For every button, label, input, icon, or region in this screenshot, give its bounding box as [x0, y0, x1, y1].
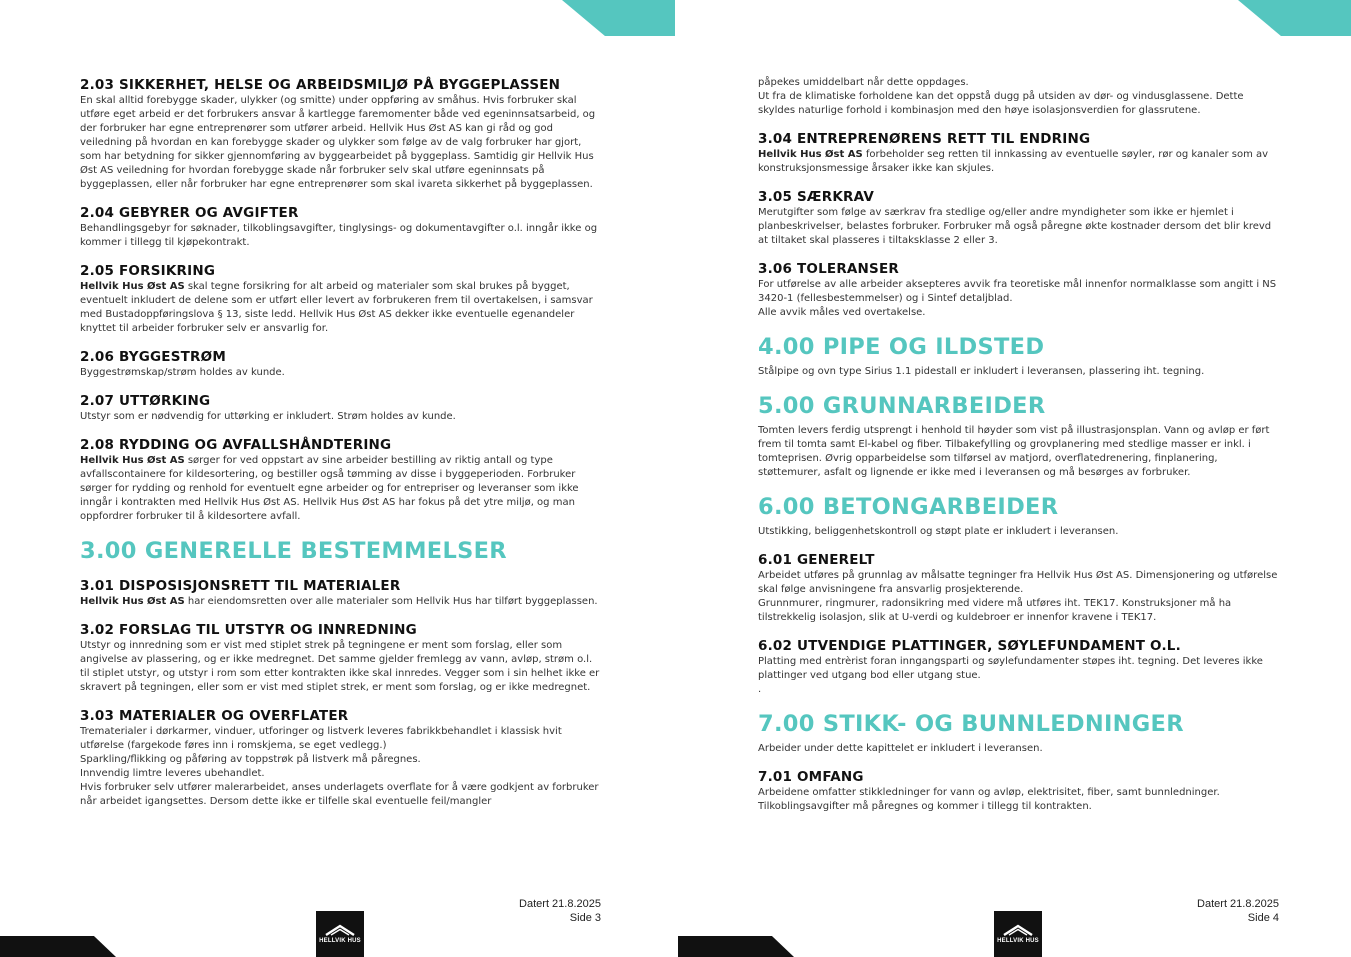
section-2-07-uttørking: [80, 393, 600, 424]
page-content: [758, 76, 1278, 827]
section-3-04-entreprenørens-rett-til-endring: [758, 131, 1278, 176]
body-paragraph: Utstyr som er nødvendig for uttørking er inkludert. Strøm holdes av kunde.: [80, 411, 456, 422]
body-paragraph: Ut fra de klimatiske forholdene kan det oppstå dugg på utsiden av dør- og vindusglassene. Dette skyldes naturlige forhold i kombinasjon med den høye isolasjonsverdien for glassrutene.: [758, 91, 1244, 116]
bottom-bar: [678, 936, 794, 957]
section-heading: 3.06 TOLERANSER: [758, 261, 899, 277]
section-3-05-særkrav: [758, 189, 1278, 248]
section-6-00-betongarbeider: [758, 493, 1278, 539]
body-paragraph: Arbeidet utføres på grunnlag av målsatte tegninger fra Hellvik Hus Øst AS. Dimensjonering og utførelse skal følge anvisningene fra ansvarlig prosjekterende.: [758, 570, 1278, 595]
section-7-00-stikk-og-bunnledninger: [758, 710, 1278, 756]
body-paragraph: Innvendig limtre leveres ubehandlet.: [80, 768, 265, 779]
section-3-03-materialer-og-overflater: [80, 708, 600, 809]
section-2-03-sikkerhet-helse-og-arbeidsmiljø-på-: [80, 77, 600, 192]
body-paragraph: Tilkoblingsavgifter må påregnes og kommer i tillegg til kontrakten.: [758, 801, 1092, 812]
logo-text: HELLVIK HUS: [997, 938, 1039, 944]
footer-date: Datert 21.8.2025: [1197, 898, 1279, 910]
section-heading: 3.01 DISPOSISJONSRETT TIL MATERIALER: [80, 578, 401, 594]
bottom-bar: [0, 936, 116, 957]
body-paragraph: Byggestrømskap/strøm holdes av kunde.: [80, 367, 285, 378]
paragraph-text: skal tegne forsikring for alt arbeid og materialer som skal brukes på bygget, eventuelt inkludert de delene som er utført eller levert av forbrukeren frem til overtakelsen, i samsvar med Bustadoppføringslova § 13, siste ledd. Hellvik Hus Øst AS dekker ikke eventuelle egenandeler knyttet til arbeider forbruker selv er ansvarlig for.: [80, 281, 593, 334]
body-paragraph: For utførelse av alle arbeider aksepteres avvik fra teoretiske mål innenfor normalklasse som angitt i NS 3420-1 (fellesbestemmelser) og i Sintef detaljblad.: [758, 279, 1277, 304]
company-name: Hellvik Hus Øst AS: [80, 281, 185, 292]
footer-page-number: Side 4: [1247, 912, 1279, 924]
section-heading: 2.03 SIKKERHET, HELSE OG ARBEIDSMILJØ PÅ BYGGEPLASSEN: [80, 77, 561, 93]
section-3-06-toleranser: [758, 261, 1278, 320]
paragraph-text: sørger for ved oppstart av sine arbeider bestilling av riktig antall og type avfallscontainere for kildesortering, og bestiller også tømming av disse i byggeperioden. Forbruker sørger for rydding og renhold for eventuelt egne arbeider og for entrepriser og leveranser som ikke inngår i kontrakten med Hellvik Hus Øst AS. Hellvik Hus Øst AS har fokus på det ytre miljø, og man oppfordrer forbruker til å kildesortere avfall.: [80, 455, 579, 522]
section-heading: 3.04 ENTREPRENØRENS RETT TIL ENDRING: [758, 131, 1091, 147]
footer-page-number: Side 3: [569, 912, 601, 924]
hellvik-hus-logo: [994, 911, 1042, 957]
body-paragraph: Merutgifter som følge av særkrav fra stedlige og/eller andre myndigheter som ikke er hjemlet i planbeskrivelser, belastes forbruker. Forbruker må også påregne økte kostnader dersom det blir krevd at tiltaket skal plasseres i tiltaksklasse 2 eller 3.: [758, 207, 1272, 246]
section-2-08-rydding-og-avfallshåndtering: [80, 437, 600, 524]
section-heading: 2.04 GEBYRER OG AVGIFTER: [80, 205, 299, 221]
chapter-heading: 5.00 GRUNNARBEIDER: [758, 393, 1046, 419]
section-heading: 2.05 FORSIKRING: [80, 263, 216, 279]
body-paragraph: Arbeider under dette kapittelet er inkludert i leveransen.: [758, 743, 1043, 754]
section-heading: 3.02 FORSLAG TIL UTSTYR OG INNREDNING: [80, 622, 417, 638]
company-name: Hellvik Hus Øst AS: [80, 596, 185, 607]
body-paragraph: Behandlingsgebyr for søknader, tilkoblingsavgifter, tinglysings- og dokumentavgifter o.l. inngår ikke og kommer i tillegg til kjøpekontrakt.: [80, 223, 598, 248]
body-paragraph: Alle avvik måles ved overtakelse.: [758, 307, 926, 318]
section-4-00-pipe-og-ildsted: [758, 333, 1278, 379]
body-paragraph: .: [758, 684, 762, 695]
corner-accent: [562, 0, 675, 36]
section-5-00-grunnarbeider: [758, 392, 1278, 480]
section-continued-text: [758, 76, 1278, 118]
body-paragraph: [758, 148, 1278, 176]
paragraph-text: forbeholder seg retten til innkassing av eventuelle søyler, rør og kanaler som av konstruksjonsmessige årsaker ikke kan skjules.: [758, 149, 1269, 174]
section-3-02-forslag-til-utstyr-og-innredning: [80, 622, 600, 695]
body-paragraph: Sparkling/flikking og påføring av toppstrøk på listverk må påregnes.: [80, 754, 421, 765]
corner-accent: [1238, 0, 1351, 36]
page-footer: [519, 897, 601, 925]
body-paragraph: Tomten levers ferdig utsprengt i henhold til høyder som vist på illustrasjonsplan. Vann og avløp er ført frem til tomta samt El-kabel og fiber. Tilbakefylling og grovplanering med stedlige masser er inkl. i tomteprisen. Øvrig opparbeidelse som tilførsel av matjord, overflatedrenering, finplanering, støttemurer, asfalt og lignende er ikke med i leveransen og må besørges av forbruker.: [758, 425, 1270, 478]
chapter-heading: 4.00 PIPE OG ILDSTED: [758, 334, 1045, 360]
body-paragraph: Arbeidene omfatter stikkledninger for vann og avløp, elektrisitet, fiber, samt bunnledninger.: [758, 787, 1220, 798]
section-heading: 2.07 UTTØRKING: [80, 393, 211, 409]
company-name: Hellvik Hus Øst AS: [758, 149, 863, 160]
house-roof-icon: [325, 924, 355, 936]
body-paragraph: Hvis forbruker selv utfører malerarbeidet, anses underlagets overflate for å være godkjent av forbruker når arbeidet igangsettes. Dersom dette ikke er tilfelle skal eventuelle feil/mangler: [80, 782, 599, 807]
house-roof-icon: [1003, 924, 1033, 936]
chapter-heading: 7.00 STIKK- OG BUNNLEDNINGER: [758, 711, 1184, 737]
footer-date: Datert 21.8.2025: [519, 898, 601, 910]
page-footer: [1197, 897, 1279, 925]
section-heading: 3.05 SÆRKRAV: [758, 189, 875, 205]
section-3-01-disposisjonsrett-til-materialer: [80, 578, 600, 609]
section-2-04-gebyrer-og-avgifter: [80, 205, 600, 250]
body-paragraph: Utstyr og innredning som er vist med stiplet strek på tegningene er ment som forslag, eller som angivelse av plassering, og er ikke medregnet. Det samme gjelder fremlegg av vann, avløp, strøm o.l. til stiplet utstyr, og utstyr i rom som etter kontrakten ikke skal innredes. Vegger som i sin helhet ikke er skravert på tegningen, eller som er vist med stiplet strek, er ment som forslag, og er ikke medregnet.: [80, 640, 600, 693]
body-paragraph: Trematerialer i dørkarmer, vinduer, utforinger og listverk leveres fabrikkbehandlet i klassisk hvit utførelse (fargekode føres inn i romskjema, se eget vedlegg.): [80, 726, 562, 751]
chapter-heading: 3.00 GENERELLE BESTEMMELSER: [80, 538, 507, 564]
body-paragraph: [80, 280, 600, 336]
section-3-00-generelle-bestemmelser: [80, 537, 600, 565]
body-paragraph: [80, 454, 600, 524]
section-heading: 2.06 BYGGESTRØM: [80, 349, 226, 365]
section-heading: 3.03 MATERIALER OG OVERFLATER: [80, 708, 349, 724]
section-heading: 7.01 OMFANG: [758, 769, 864, 785]
body-paragraph: Stålpipe og ovn type Sirius 1.1 pidestall er inkludert i leveransen, plassering iht. tegning.: [758, 366, 1205, 377]
chapter-heading: 6.00 BETONGARBEIDER: [758, 494, 1059, 520]
section-6-01-generelt: [758, 552, 1278, 625]
paragraph-text: har eiendomsretten over alle materialer som Hellvik Hus har tilført byggeplassen.: [184, 596, 598, 607]
section-2-05-forsikring: [80, 263, 600, 336]
section-6-02-utvendige-plattinger-søylefundament: [758, 638, 1278, 697]
body-paragraph: [80, 595, 600, 609]
page-4: [678, 0, 1351, 957]
hellvik-hus-logo: [316, 911, 364, 957]
body-paragraph: Grunnmurer, ringmurer, radonsikring med videre må utføres iht. TEK17. Konstruksjoner må ha tilstrekkelig isolasjon, slik at U-verdi og kuldebroer er innenfor kravene i TEK17.: [758, 598, 1232, 623]
body-paragraph: En skal alltid forebygge skader, ulykker (og smitte) under oppføring av småhus. Hvis forbruker skal utføre eget arbeid er det forbrukers ansvar å kartlegge faremomenter både ved egeninnsatsarbeid, og der forbruker har egne entreprenører som utfører arbeid. Hellvik Hus Øst AS kan gi råd og god veiledning på hvordan en kan forebygge skader og ulykker som følge av de valg forbruker har gjort, som har betydning for sikker gjennomføring av byggearbeidet på byggeplass. Samtidig gir Hellvik Hus Øst AS veiledning for hvordan forebygge skade når forbruker selv skal utføre egeninnsats på byggeplassen, eller når forbruker har egne entreprenører som skal ivareta sikkerhet på byggeplassen.: [80, 95, 596, 190]
section-heading: 2.08 RYDDING OG AVFALLSHÅNDTERING: [80, 437, 392, 453]
body-paragraph: Utstikking, beliggenhetskontroll og støpt plate er inkludert i leveransen.: [758, 526, 1119, 537]
section-2-06-byggestrøm: [80, 349, 600, 380]
body-paragraph: Platting med entrèrist foran inngangsparti og søylefundamenter støpes iht. tegning. Det leveres ikke plattinger ved utgang bod eller utgang stue.: [758, 656, 1263, 681]
section-heading: 6.02 UTVENDIGE PLATTINGER, SØYLEFUNDAMENT O.L.: [758, 638, 1181, 654]
page-content: [80, 77, 600, 822]
company-name: Hellvik Hus Øst AS: [80, 455, 185, 466]
logo-text: HELLVIK HUS: [319, 938, 361, 944]
page-3: [0, 0, 675, 957]
section-heading: 6.01 GENERELT: [758, 552, 875, 568]
section-7-01-omfang: [758, 769, 1278, 814]
body-paragraph: påpekes umiddelbart når dette oppdages.: [758, 77, 969, 88]
